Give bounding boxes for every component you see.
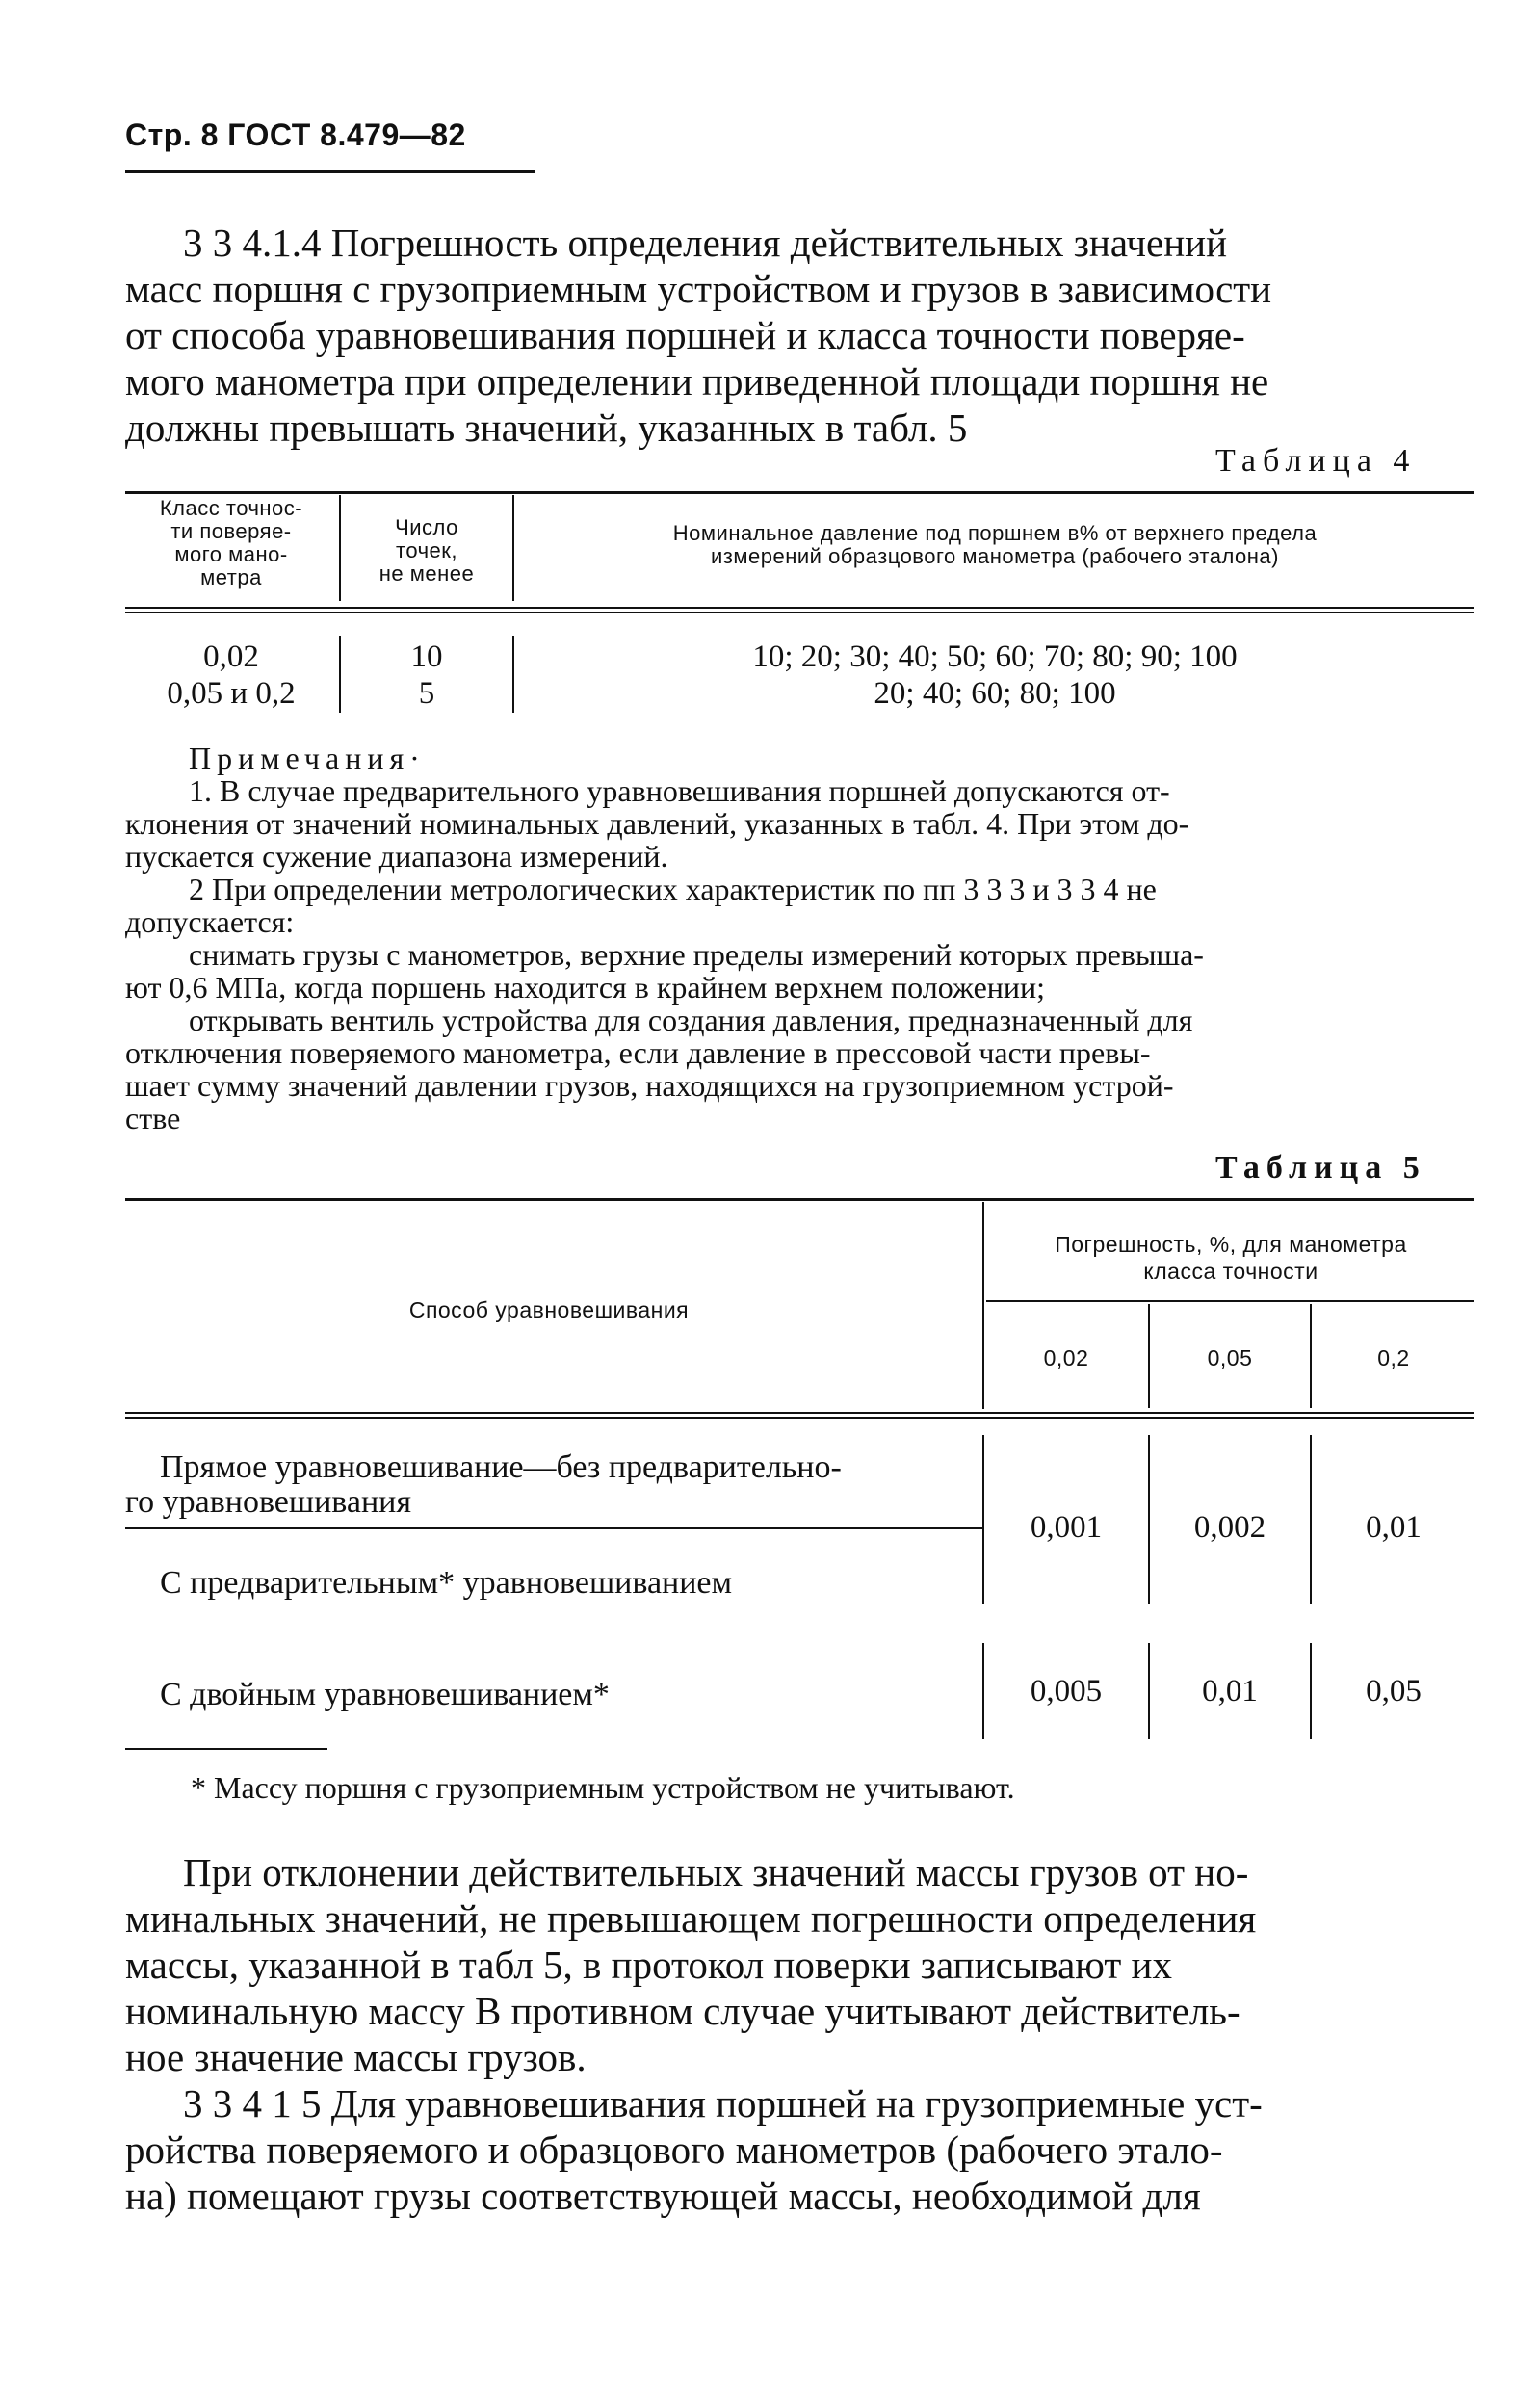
- table4-cell-class: 0,05 и 0,2: [167, 676, 296, 711]
- note-line: ют 0,6 МПа, когда поршень находится в крайнем верхнем положении;: [125, 970, 1046, 1005]
- note-line: допускается:: [125, 904, 295, 939]
- note-line: пускается сужение диапазона измерений.: [125, 839, 668, 874]
- table5-class-header: 0,05: [1207, 1345, 1253, 1370]
- header-line: метра: [200, 565, 262, 589]
- table4-header-points: [343, 516, 510, 586]
- table5-value-cell: 0,002: [1193, 1510, 1266, 1545]
- table5-caption: Таблица 5: [1215, 1150, 1426, 1186]
- table5-vline: [1310, 1435, 1312, 1604]
- table5-vline: [1148, 1435, 1150, 1604]
- table5-value-cell: 0,005: [1030, 1674, 1103, 1709]
- table4-cell-points: 10: [410, 639, 443, 674]
- text-line: массы, указанной в табл 5, в протокол поверки записывают их: [125, 1943, 1173, 1987]
- table4-cell-points: 5: [418, 676, 435, 711]
- note-line: клонения от значений номинальных давлений, указанных в табл. 4. При этом до-: [125, 806, 1189, 841]
- table4-vline: [339, 495, 341, 601]
- text-line: 3 3 4.1.4 Погрешность определения действительных значений: [183, 221, 1228, 265]
- table4-cell-class: 0,02: [203, 639, 259, 674]
- note-line: шает сумму значений давлении грузов, находящихся на грузоприемном устрой-: [125, 1068, 1174, 1103]
- table5-vline: [982, 1643, 984, 1739]
- table5-class-header: 0,2: [1377, 1345, 1410, 1370]
- table4-header-pressure: [518, 522, 1472, 568]
- note-line: стве: [125, 1101, 181, 1135]
- table5-sub-rule: [986, 1300, 1474, 1302]
- text-line: 3 3 4 1 5 Для уравновешивания поршней на грузоприемные уст-: [183, 2081, 1263, 2126]
- table4-header-rule: [125, 607, 1474, 609]
- table5-method-header: Способ уравновешивания: [408, 1297, 690, 1322]
- table5-header-rule: [125, 1417, 1474, 1419]
- method-line: го уравновешивания: [125, 1484, 411, 1520]
- table4-header-class: [125, 497, 337, 589]
- table4-vline: [512, 495, 514, 601]
- header-rule: [125, 170, 535, 173]
- header-line: ти поверяе-: [170, 519, 292, 543]
- table4-header-rule: [125, 612, 1474, 613]
- table5-value-cell: 0,01: [1202, 1674, 1258, 1709]
- table5-method-cell: С двойным уравновешиванием*: [160, 1677, 610, 1712]
- text-line: ное значение массы грузов.: [125, 2035, 587, 2079]
- note-line: отключения поверяемого манометра, если давление в прессовой части превы-: [125, 1035, 1151, 1070]
- header-line: не менее: [378, 561, 475, 586]
- table5-vline: [1310, 1643, 1312, 1739]
- method-line: Прямое уравновешивание—без предварительно-: [160, 1449, 842, 1485]
- note-line: открывать вентиль устройства для создания давления, предназначенный для: [189, 1003, 1193, 1037]
- header-line: класса точности: [1143, 1259, 1318, 1284]
- table5-vline: [982, 1435, 984, 1604]
- note-line: снимать грузы с манометров, верхние пределы измерений которых превыша-: [189, 937, 1204, 972]
- text-line: ройства поверяемого и образцового манометров (рабочего этало-: [125, 2127, 1223, 2172]
- notes-block: [125, 742, 1470, 1135]
- table4-cell-pressure: 10; 20; 30; 40; 50; 60; 70; 80; 90; 100: [752, 639, 1238, 674]
- table5-method-cell: [125, 1449, 969, 1520]
- table4-caption: Таблица 4: [1215, 443, 1417, 479]
- header-line: мого мано-: [174, 542, 288, 566]
- text-line: мого манометра при определении приведенной площади поршня не: [125, 359, 1269, 404]
- text-line: номинальную массу В противном случае учитывают действитель-: [125, 1989, 1240, 2033]
- header-line: точек,: [395, 538, 457, 562]
- text-line: масс поршня с грузоприемным устройством и грузов в зависимости: [125, 267, 1272, 311]
- closing-paragraph: [125, 1849, 1470, 2219]
- note-line: 2 При определении метрологических характеристик по пп 3 3 3 и 3 3 4 не: [189, 872, 1157, 906]
- page-header: Стр. 8 ГОСТ 8.479—82: [125, 117, 466, 152]
- header-line: Номинальное давление под поршнем в% от верхнего предела: [672, 521, 1318, 545]
- text-line: минальных значений, не превышающем погрешности определения: [125, 1896, 1257, 1941]
- table5-footnote: * Массу поршня с грузоприемным устройством не учитывают.: [191, 1770, 1015, 1805]
- table5-value-cell: 0,01: [1366, 1510, 1422, 1545]
- table4-vline: [512, 636, 514, 713]
- header-line: Число: [395, 515, 458, 539]
- table5-header-rule: [125, 1412, 1474, 1414]
- table5-value-cell: 0,001: [1030, 1510, 1103, 1545]
- header-line: Класс точнос-: [159, 496, 303, 520]
- text-line: должны превышать значений, указанных в табл. 5: [125, 405, 968, 450]
- header-line: Погрешность, %, для манометра: [1055, 1232, 1407, 1257]
- footnote-rule: [125, 1748, 327, 1750]
- header-line: измерений образцового манометра (рабочего эталона): [711, 544, 1279, 568]
- table4-vline: [339, 636, 341, 713]
- table5-vline: [1148, 1304, 1150, 1408]
- table5-vline: [1148, 1643, 1150, 1739]
- table5-error-header: [990, 1231, 1472, 1285]
- intro-paragraph: [125, 220, 1470, 451]
- table4-cell-pressure: 20; 40; 60; 80; 100: [874, 676, 1116, 711]
- table5-vline: [982, 1202, 984, 1409]
- notes-title: Примечания·: [189, 741, 426, 775]
- table5-top-rule: [125, 1198, 1474, 1201]
- table5-row-rule: [125, 1527, 982, 1529]
- text-line: на) помещают грузы соответствующей массы, необходимой для: [125, 2174, 1201, 2218]
- table5-method-cell: С предварительным* уравновешиванием: [160, 1565, 733, 1601]
- table5-vline: [1310, 1304, 1312, 1408]
- table4-top-rule: [125, 491, 1474, 494]
- table5-class-header: 0,02: [1043, 1345, 1089, 1370]
- text-line: от способа уравновешивания поршней и класса точности поверяе-: [125, 313, 1245, 357]
- note-line: 1. В случае предварительного уравновешивания поршней допускаются от-: [189, 773, 1170, 808]
- text-line: При отклонении действительных значений массы грузов от но-: [183, 1850, 1249, 1894]
- table5-value-cell: 0,05: [1366, 1674, 1422, 1709]
